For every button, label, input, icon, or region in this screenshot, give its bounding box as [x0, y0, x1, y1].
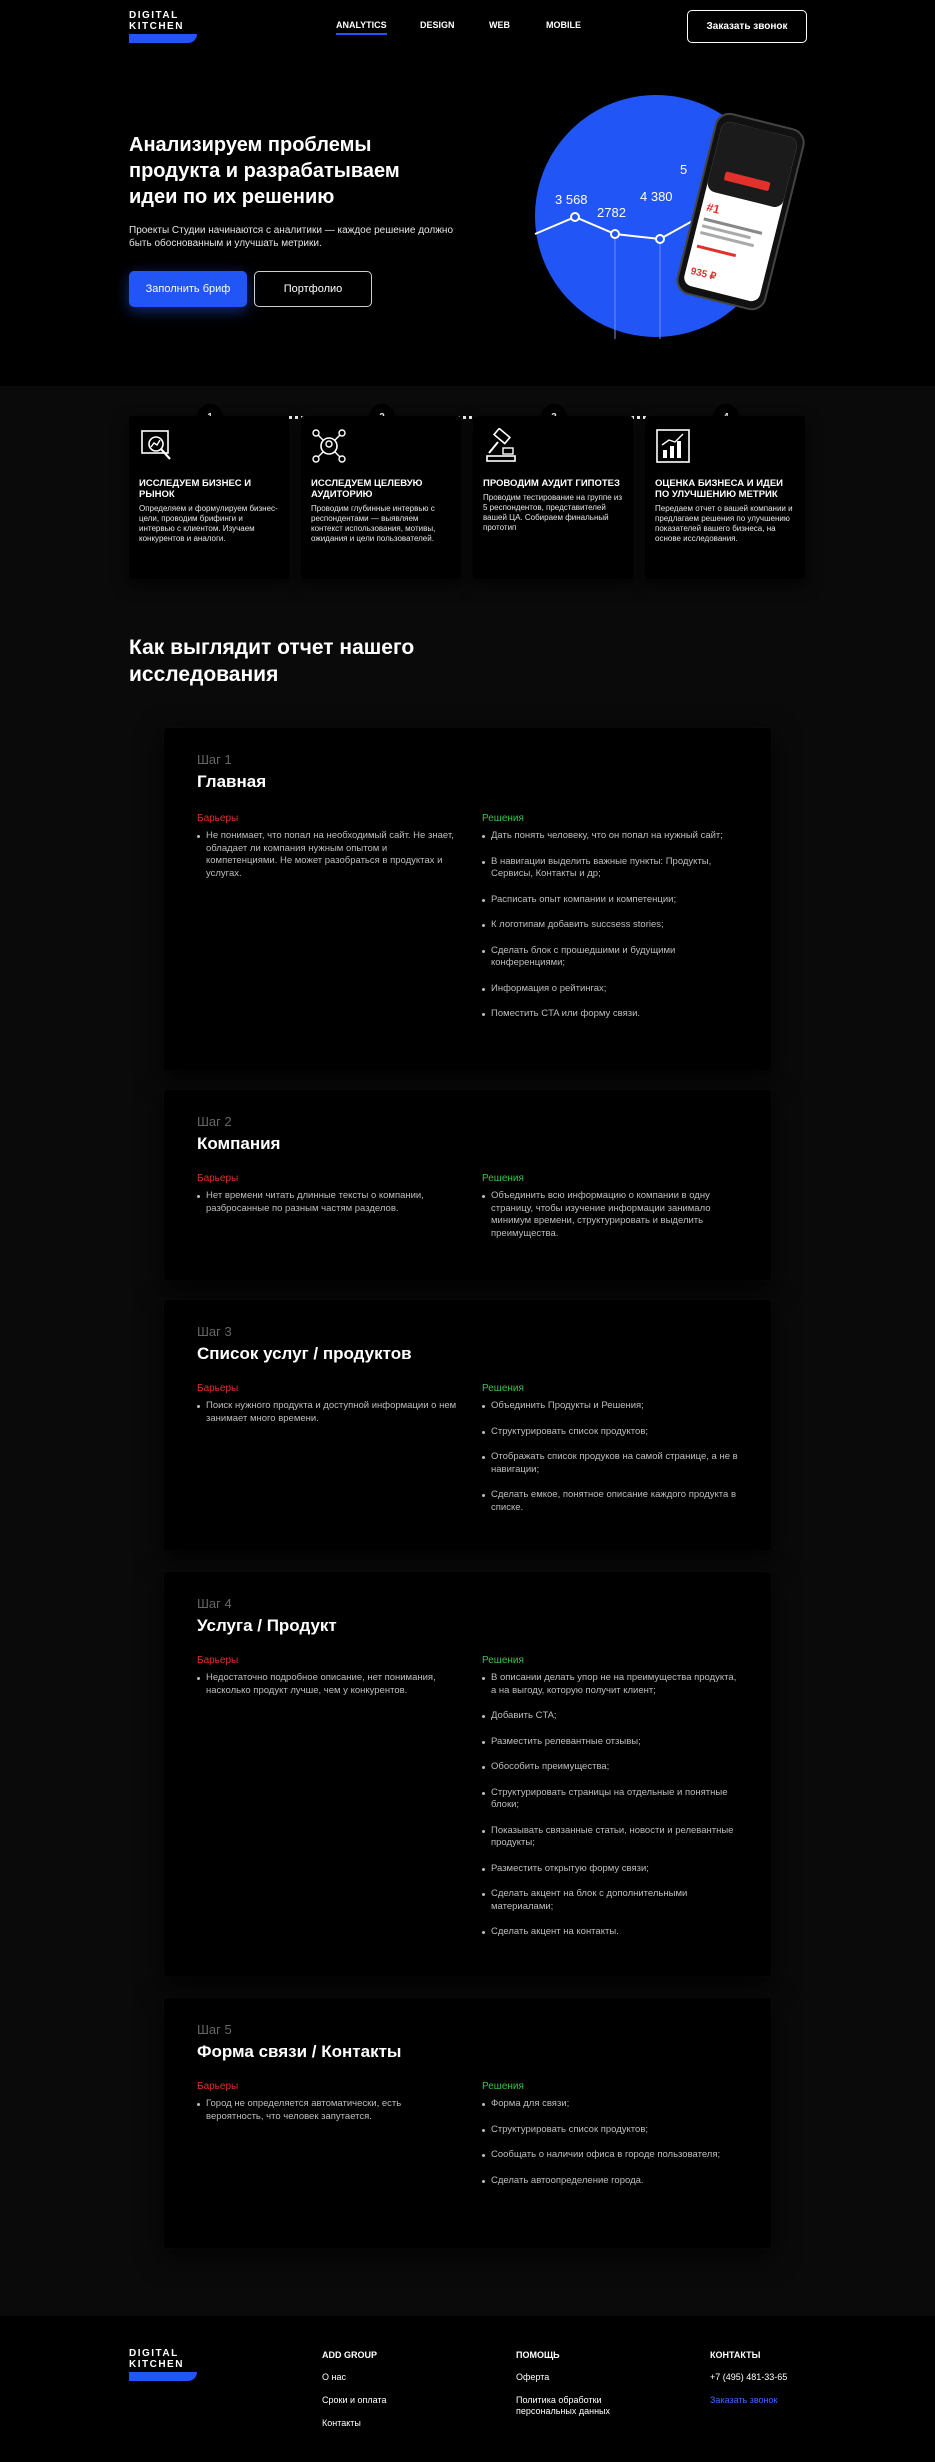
footer-link-offer[interactable]: Оферта [516, 2372, 550, 2382]
solutions-list [482, 1672, 742, 1939]
nav-item-design[interactable]: DESIGN [420, 20, 455, 30]
footer-logo[interactable] [129, 2348, 199, 2382]
list-item: Сделать емкое, понятное описание каждого продукта в списке. [482, 1489, 742, 1514]
footer-column-help [516, 2350, 676, 2429]
list-item: Не понимает, что попал на необходимый сайт. Не знает, обладает ли компания нужным опытом и компетенциями. Не может разобраться в продуктах и услугах. [197, 830, 457, 880]
footer-heading: КОНТАКТЫ [710, 2350, 761, 2360]
report-step-label: Шаг 2 [197, 1114, 232, 1129]
step-card-business [129, 416, 289, 579]
step-description: Определяем и формулируем бизнес-цели, проводим брифинги и интервью с клиентом. Изучаем конкурентов и аналоги. [139, 504, 278, 543]
barriers-column [197, 813, 457, 893]
report-card-3 [164, 1300, 771, 1550]
phone-badge: #1 [705, 199, 722, 217]
graph-value-1: 3 568 [555, 192, 588, 207]
hero-lead: Проекты Студии начинаются с аналитики — каждое решение должно быть обоснованным и улучшать метрики. [129, 225, 454, 249]
graph-value-2: 2782 [597, 205, 626, 220]
solutions-list [482, 830, 742, 1021]
barriers-heading: Барьеры [197, 1655, 239, 1666]
step-card-audience [301, 416, 461, 579]
list-item: Нет времени читать длинные тексты о компании, разбросанные по разным частям разделов. [197, 1190, 457, 1215]
report-card-4 [164, 1572, 771, 1976]
solutions-heading: Решения [482, 1383, 524, 1394]
magnifier-chart-icon [139, 428, 175, 464]
solutions-heading: Решения [482, 1655, 524, 1666]
report-card-title: Компания [197, 1134, 281, 1153]
solutions-column [482, 1383, 742, 1527]
list-item: Недостаточно подробное описание, нет понимания, насколько продукт лучше, чем у конкурентов. [197, 1672, 457, 1697]
step-card-hypotheses [473, 416, 633, 579]
logo-line-2: KITCHEN [129, 21, 184, 32]
list-item: Сообщать о наличии офиса в городе пользователя; [482, 2149, 742, 2162]
report-step-label: Шаг 5 [197, 2022, 232, 2037]
list-item: Сделать блок с прошедшими и будущими конференциями; [482, 945, 742, 970]
list-item: Добавить CTA; [482, 1710, 742, 1723]
list-item: Форма для связи; [482, 2098, 742, 2111]
portfolio-button[interactable]: Портфолио [254, 271, 372, 307]
barriers-list [197, 2098, 457, 2123]
logo-line-1: DIGITAL [129, 10, 179, 21]
nav-item-web[interactable]: WEB [489, 20, 510, 30]
logo-accent-bar [129, 2372, 197, 2381]
step-description: Проводим глубинные интервью с респондентами — выявляем контекст использования, мотивы, ожидания и цели пользователей. [311, 504, 436, 543]
nav-item-mobile[interactable]: MOBILE [546, 20, 581, 30]
step-description: Проводим тестирование на группе из 5 респондентов, представителей вашей ЦА. Собираем финальный прототип [483, 493, 623, 532]
report-step-label: Шаг 3 [197, 1324, 232, 1339]
step-title: ОЦЕНКА БИЗНЕСА И ИДЕИ ПО УЛУЧШЕНИЮ МЕТРИК [655, 478, 783, 500]
list-item: Город не определяется автоматически, есть вероятность, что человек запутается. [197, 2098, 457, 2123]
solutions-column [482, 1655, 742, 1952]
solutions-list [482, 1400, 742, 1514]
list-item: В описании делать упор не на преимущества продукта, а на выгоду, которую получит клиент; [482, 1672, 742, 1697]
list-item: Структурировать страницы на отдельные и понятные блоки; [482, 1787, 742, 1812]
site-footer [0, 2316, 935, 2462]
report-card-title: Главная [197, 772, 267, 791]
barriers-heading: Барьеры [197, 2081, 239, 2092]
logo-accent-bar [129, 34, 197, 43]
barriers-list [197, 830, 457, 880]
solutions-list [482, 2098, 742, 2187]
solutions-list [482, 1190, 742, 1240]
list-item: Структурировать список продуктов; [482, 2124, 742, 2137]
footer-link-about[interactable]: О нас [322, 2372, 346, 2382]
barriers-column [197, 1655, 457, 1710]
footer-heading: ADD GROUP [322, 2350, 378, 2360]
list-item: К логотипам добавить succsess stories; [482, 919, 742, 932]
report-card-title: Услуга / Продукт [197, 1616, 337, 1635]
hero-illustration [520, 84, 810, 354]
list-item: Поиск нужного продукта и доступной информации о нем занимает много времени. [197, 1400, 457, 1425]
footer-call-request-link[interactable]: Заказать звонок [710, 2395, 778, 2405]
list-item: Сделать акцент на контакты. [482, 1926, 742, 1939]
step-description: Передаем отчет о вашей компании и предлагаем решения по улучшению показателей вашего бизнеса, на основе исследования. [655, 504, 793, 543]
report-step-label: Шаг 1 [197, 752, 232, 767]
barriers-list [197, 1190, 457, 1215]
barriers-list [197, 1672, 457, 1697]
list-item: Разместить релевантные отзывы; [482, 1736, 742, 1749]
step-title: ПРОВОДИМ АУДИТ ГИПОТЕЗ [483, 478, 620, 489]
step-card-evaluation [645, 416, 805, 579]
list-item: Объединить всю информацию о компании в одну страницу, чтобы изучение информации занимало минимум времени, структурировать и выделить преимущества. [482, 1190, 742, 1240]
barriers-column [197, 1173, 457, 1228]
solutions-column [482, 813, 742, 1034]
barriers-list [197, 1400, 457, 1425]
footer-link-contacts[interactable]: Контакты [322, 2418, 361, 2428]
report-card-2 [164, 1090, 771, 1280]
solutions-heading: Решения [482, 1173, 524, 1184]
report-card-title: Форма связи / Контакты [197, 2042, 402, 2061]
list-item: Разместить открытую форму связи; [482, 1863, 742, 1876]
report-card-1 [164, 728, 771, 1070]
list-item: Поместить CTA или форму связи. [482, 1008, 742, 1021]
list-item: Отображать список продуков на самой странице, а не в навигации; [482, 1451, 742, 1476]
footer-heading: ПОМОЩЬ [516, 2350, 560, 2360]
list-item: Информация о рейтингах; [482, 983, 742, 996]
report-step-label: Шаг 4 [197, 1596, 232, 1611]
gavel-icon [483, 428, 519, 464]
logo-line-2: KITCHEN [129, 2359, 184, 2370]
fill-brief-button[interactable]: Заполнить бриф [129, 271, 247, 307]
list-item: Сделать акцент на блок с дополнительными материалами; [482, 1888, 742, 1913]
footer-link-terms[interactable]: Сроки и оплата [322, 2395, 387, 2405]
barriers-column [197, 1383, 457, 1438]
list-item: Сделать автоопределение города. [482, 2175, 742, 2188]
nav-item-analytics[interactable]: ANALYTICS [336, 20, 387, 30]
list-item: Показывать связанные статьи, новости и релевантные продукты; [482, 1825, 742, 1850]
barriers-heading: Барьеры [197, 1173, 239, 1184]
solutions-column [482, 1173, 742, 1253]
growth-chart-icon [655, 428, 691, 464]
user-network-icon [311, 428, 347, 464]
barriers-heading: Барьеры [197, 1383, 239, 1394]
footer-link-privacy[interactable]: Политика обработки персональных данных [516, 2395, 611, 2416]
hero-section [0, 54, 935, 386]
graph-value-4: 5 [680, 162, 688, 177]
hero-title: Анализируем проблемы продукта и разрабатываем идеи по их решению [129, 134, 400, 208]
footer-column-company [322, 2350, 482, 2441]
graph-value-3: 4 380 [640, 189, 673, 204]
step-title: ИССЛЕДУЕМ ЦЕЛЕВУЮ АУДИТОРИЮ [311, 478, 423, 500]
solutions-heading: Решения [482, 2081, 524, 2092]
list-item: Дать понять человеку, что он попал на нужный сайт; [482, 830, 742, 843]
report-card-title: Список услуг / продуктов [197, 1344, 412, 1363]
list-item: Обособить преимущества; [482, 1761, 742, 1774]
list-item: Структурировать список продуктов; [482, 1426, 742, 1439]
list-item: В навигации выделить важные пункты: Продукты, Сервисы, Контакты и др; [482, 856, 742, 881]
report-section-title: Как выглядит отчет нашего исследования [129, 636, 415, 686]
footer-phone[interactable]: +7 (495) 481-33-65 [710, 2372, 788, 2382]
call-request-button[interactable]: Заказать звонок [687, 10, 807, 43]
site-header [0, 0, 935, 54]
brand-logo[interactable] [129, 10, 199, 44]
barriers-column [197, 2081, 457, 2136]
barriers-heading: Барьеры [197, 813, 239, 824]
solutions-heading: Решения [482, 813, 524, 824]
footer-column-contacts [710, 2350, 870, 2418]
step-title: ИССЛЕДУЕМ БИЗНЕС И РЫНОК [139, 478, 252, 500]
phone-figure: 935 ₽ [689, 265, 718, 283]
logo-line-1: DIGITAL [129, 2348, 179, 2359]
list-item: Расписать опыт компании и компетенции; [482, 894, 742, 907]
solutions-column [482, 2081, 742, 2200]
list-item: Объединить Продукты и Решения; [482, 1400, 742, 1413]
report-card-5 [164, 1998, 771, 2248]
